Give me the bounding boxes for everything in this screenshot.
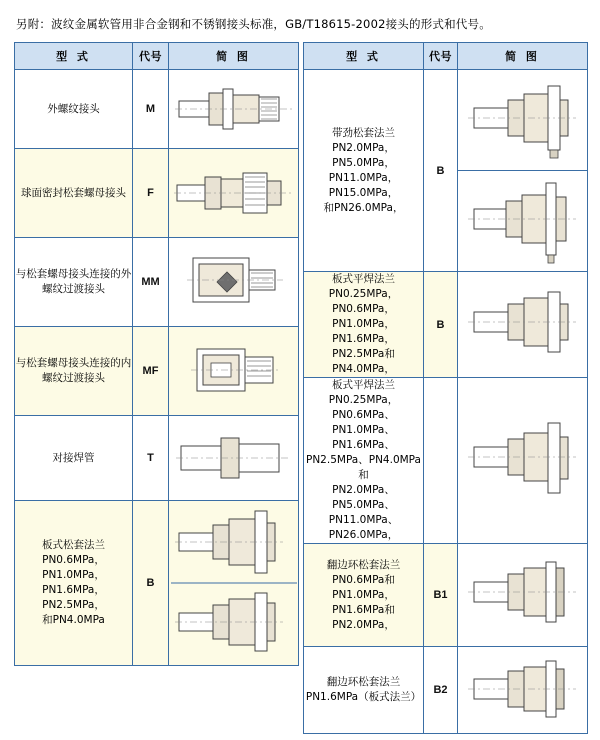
left-table-header-row [15, 43, 299, 70]
table-row [15, 501, 299, 666]
table-row [15, 70, 299, 149]
tables-container [14, 42, 586, 734]
row-code: F [133, 149, 169, 238]
header-type: 型 式 [15, 43, 133, 70]
right-table-header-row [304, 43, 588, 70]
row-code: T [133, 416, 169, 501]
female-transition-fitting-figure [169, 327, 299, 416]
right-table [303, 42, 588, 734]
plate-welding-flange-2-figure [458, 378, 588, 544]
table-row [304, 70, 588, 171]
row-code: B [424, 272, 458, 378]
row-label: 外螺纹接头 [15, 70, 133, 149]
row-code: B [133, 501, 169, 666]
row-label: 带劲松套法兰 PN2.0MPa，PN5.0MPa， PN11.0MPa，PN15.0MPa， 和PN26.0MPa， [304, 70, 424, 272]
row-code: B [424, 70, 458, 272]
row-label: 对接焊管 [15, 416, 133, 501]
row-code: M [133, 70, 169, 149]
row-code: MF [133, 327, 169, 416]
table-row [304, 544, 588, 647]
lap-joint-flange-2-figure [458, 647, 588, 734]
row-label: 翻边环松套法兰 PN0.6MPa和PN1.0MPa， PN1.6MPa和PN2.0MPa， [304, 544, 424, 647]
row-label: 板式松套法兰 PN0.6MPa，PN1.0MPa， PN1.6MPa，PN2.5MPa， 和PN4.0MPa [15, 501, 133, 666]
spherical-seal-union-nut-figure [169, 149, 299, 238]
ribbed-loose-flange-2-figure [458, 171, 588, 272]
table-row [304, 272, 588, 378]
header-figure: 简 图 [169, 43, 299, 70]
row-code: B1 [424, 544, 458, 647]
plate-welding-flange-figure [458, 272, 588, 378]
row-code: MM [133, 238, 169, 327]
header-figure: 简 图 [458, 43, 588, 70]
header-code: 代号 [133, 43, 169, 70]
butt-weld-pipe-figure [169, 416, 299, 501]
row-label: 球面密封松套螺母接头 [15, 149, 133, 238]
table-row [15, 416, 299, 501]
row-label: 与松套螺母接头连接的内螺纹过渡接头 [15, 327, 133, 416]
row-label: 板式平焊法兰 PN0.25MPa，PN0.6MPa， PN1.0MPa，PN1.6MPa， PN2.5MPa和PN4.0MPa， [304, 272, 424, 378]
male-transition-fitting-figure [169, 238, 299, 327]
page-caption: 另附：波纹金属软管用非合金钢和不锈钢接头标准，GB/T18615-2002接头的形式和代号。 [16, 17, 491, 31]
row-label: 翻边环松套法兰 PN1.6MPa（板式法兰） [304, 647, 424, 734]
ribbed-loose-flange-figure [458, 70, 588, 171]
table-row [15, 327, 299, 416]
table-row [304, 647, 588, 734]
row-label: 与松套螺母接头连接的外螺纹过渡接头 [15, 238, 133, 327]
table-row [15, 149, 299, 238]
row-code [424, 378, 458, 544]
row-label: 板式平焊法兰 PN0.25MPa，PN0.6MPa、 PN1.0MPa、PN1.6MPa、 PN2.5MPa、PN4.0MPa 和 PN2.0MPa、PN5.0MPa、 PN11.0MPa、PN26.0MPa， [304, 378, 424, 544]
header-code: 代号 [424, 43, 458, 70]
left-table [14, 42, 299, 666]
row-code: B2 [424, 647, 458, 734]
plate-loose-flange-figure [169, 501, 299, 666]
threaded-male-fitting-figure [169, 70, 299, 149]
table-row [304, 378, 588, 544]
lap-joint-flange-figure [458, 544, 588, 647]
table-row [15, 238, 299, 327]
header-type: 型 式 [304, 43, 424, 70]
